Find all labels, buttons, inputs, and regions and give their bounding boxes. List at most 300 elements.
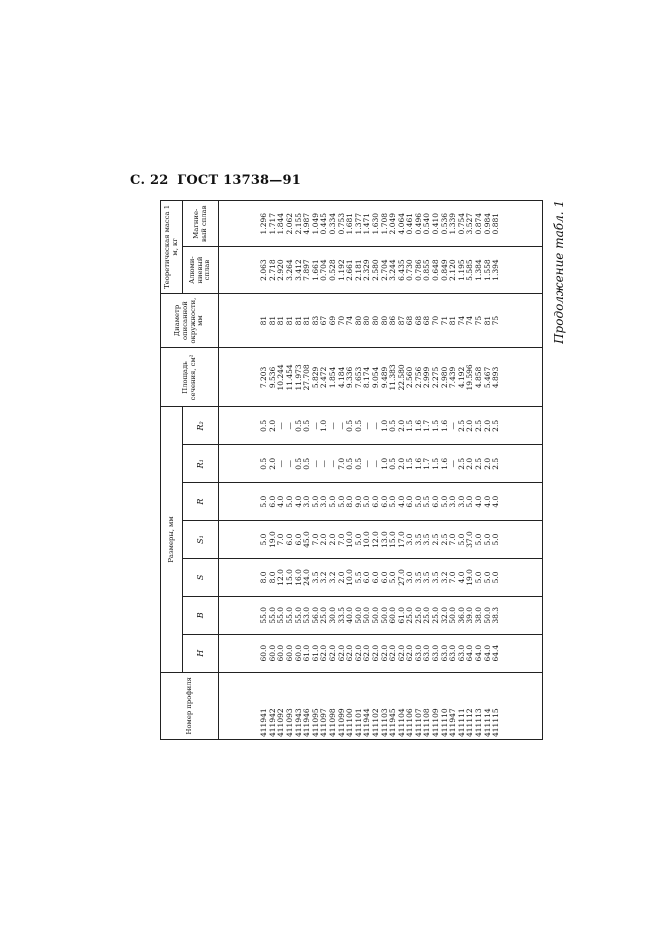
table-cell: 50.0	[362, 606, 372, 624]
table-cell: 2.049	[388, 212, 398, 235]
col-header-diameter: Диаметр описанной окружности, мм	[161, 293, 219, 348]
table-cell: 5.0	[474, 571, 484, 584]
table-cell: 5.0	[388, 571, 398, 584]
table-cell: 55.0	[284, 606, 294, 624]
table-cell: 411111	[456, 708, 466, 737]
table-cell: 2.0	[267, 419, 277, 432]
table-cell: 5.0	[474, 533, 484, 546]
table-cell: 80	[362, 315, 372, 326]
table-cell: 6.0	[405, 495, 415, 508]
table-cell: 50.0	[370, 606, 380, 624]
table-cell: 2.062	[284, 212, 294, 235]
table-cell: 411098	[327, 708, 337, 737]
table-cell: 11.383	[388, 364, 398, 391]
table-cell: 2.920	[276, 259, 286, 281]
table-cell: 15.0	[388, 531, 398, 548]
table-cell: —	[276, 460, 286, 468]
table-cell: 0.855	[422, 259, 432, 281]
table-cell: 6.0	[293, 533, 303, 546]
table-cell: 80	[379, 315, 389, 326]
table-cell: 0.5	[388, 457, 398, 470]
table-cell: 0.786	[413, 259, 423, 281]
col-header-r2: R₂	[183, 407, 219, 445]
table-cell: 8.0	[267, 571, 277, 584]
table-cell: 17.0	[396, 531, 406, 548]
table-cell: 63.0	[448, 644, 458, 662]
table-cell: 411942	[267, 708, 277, 737]
table-cell: 16.0	[293, 569, 303, 586]
table-cell: 4.0	[456, 571, 466, 584]
table-cell: 56.0	[310, 606, 320, 624]
table-cell: 6.435	[396, 259, 406, 281]
table-cell: 24.0	[302, 569, 312, 586]
table-cell: 2.181	[353, 259, 363, 281]
table-cell: 74	[456, 315, 466, 326]
table-cell: 0.445	[319, 212, 329, 235]
table-cell: 25.0	[422, 606, 432, 624]
table-cell: 3.412	[293, 259, 303, 281]
table-cell: 7.0	[336, 533, 346, 546]
table-cell: 411092	[276, 708, 286, 737]
table-cell: 5.0	[456, 533, 466, 546]
table-cell: 411104	[396, 708, 406, 737]
table-cell: 50.0	[482, 606, 492, 624]
table-cell: 10.0	[362, 531, 372, 548]
table-cell: 4.0	[482, 495, 492, 508]
table-cell: 3.0	[405, 533, 415, 546]
table-cell: 6.0	[370, 571, 380, 584]
table-cell: 2.704	[379, 259, 389, 281]
table-cell: 8.174	[362, 366, 372, 389]
table-cell: 38.0	[474, 606, 484, 624]
table-cell: 62.0	[353, 644, 363, 662]
table-cell: 1.471	[362, 212, 372, 235]
table-cell: 2.0	[465, 457, 475, 470]
table-cell: 5.0	[413, 495, 423, 508]
table-cell: 30.0	[327, 606, 337, 624]
table-cell: —	[448, 422, 458, 430]
table-cell: 55.0	[267, 606, 277, 624]
table-cell: 67	[319, 315, 329, 326]
table-cell: 1.394	[491, 259, 501, 281]
table-cell: 1.195	[456, 259, 466, 281]
table-cell: 8.0	[345, 495, 355, 508]
table-cell: 61.0	[396, 606, 406, 624]
table-cell: 1.0	[379, 457, 389, 470]
col-header-h: H	[183, 634, 219, 672]
table-cell: 7.0	[448, 571, 458, 584]
table-cell: 0.528	[327, 259, 337, 281]
table-cell: 1.192	[336, 259, 346, 281]
table-cell: 62.0	[379, 644, 389, 662]
table-cell: 62.0	[405, 644, 415, 662]
table-cell: 0.730	[405, 259, 415, 281]
table-cell: 60.0	[267, 644, 277, 662]
table-cell: 12.0	[370, 531, 380, 548]
table-cell: 411110	[439, 708, 449, 737]
table-cell: 411102	[370, 708, 380, 737]
table-cell: 3.2	[439, 571, 449, 584]
table-cell: 0.704	[319, 259, 329, 281]
table-cell: 2.5	[491, 457, 501, 470]
table-cell: 411101	[353, 708, 363, 737]
table-cell: 0.5	[293, 419, 303, 432]
table-cell: 5.0	[284, 495, 294, 508]
table-cell: 6.0	[267, 495, 277, 508]
table-cell: —	[319, 460, 329, 468]
table-cell: 5.0	[465, 495, 475, 508]
continuation-label: Продолжение табл. 1	[552, 200, 566, 344]
table-cell: 6.0	[379, 571, 389, 584]
table-cell: 411115	[491, 708, 501, 737]
table-cell: 0.5	[302, 457, 312, 470]
table-cell: 3.0	[319, 495, 329, 508]
table-cell: 0.5	[259, 457, 269, 470]
table-cell: 2.0	[482, 419, 492, 432]
table-cell: 60.0	[284, 644, 294, 662]
table-cell: 1.0	[319, 419, 329, 432]
table-cell: 25.0	[319, 606, 329, 624]
table-cell: 2.0	[327, 533, 337, 546]
table-cell: 6.0	[431, 495, 441, 508]
table-cell: 5.0	[388, 495, 398, 508]
table-cell: 0.5	[345, 457, 355, 470]
table-cell: 2.063	[259, 259, 269, 281]
table-cell: 4.858	[474, 366, 484, 389]
table-cell: 40.0	[345, 606, 355, 624]
table-cell: 2.756	[413, 366, 423, 389]
table-cell: 1.049	[310, 212, 320, 235]
table-cell: 10.0	[345, 531, 355, 548]
table-cell: 3.5	[413, 571, 423, 584]
table-cell: 11.454	[284, 364, 294, 391]
table-cell: 2.5	[456, 457, 466, 470]
table-cell: 2.0	[267, 457, 277, 470]
table-cell: 2.275	[431, 366, 441, 389]
table-cell: 15.0	[284, 569, 294, 586]
table-cell: 0.5	[293, 457, 303, 470]
table-cell: 3.0	[456, 495, 466, 508]
table-cell: 19.596	[465, 364, 475, 391]
table-cell: 33.5	[336, 606, 346, 624]
table-cell: 3.5	[422, 533, 432, 546]
table-cell: 3.0	[448, 495, 458, 508]
table-cell: 1.0	[379, 419, 389, 432]
table-cell: —	[327, 460, 337, 468]
table-cell: 10.0	[345, 569, 355, 586]
table-cell: 4.192	[456, 366, 466, 389]
table-cell: 5.0	[482, 571, 492, 584]
table-cell: 0.5	[345, 419, 355, 432]
table-cell: 1.6	[439, 457, 449, 470]
table-cell: 0.881	[491, 212, 501, 235]
table-cell: 19.0	[465, 569, 475, 586]
table-cell: 411109	[431, 708, 441, 737]
table-cell: —	[276, 422, 286, 430]
table-cell: —	[370, 422, 380, 430]
table-cell: 1.384	[474, 259, 484, 281]
table-cell: 7.0	[448, 533, 458, 546]
table-cell: 60.0	[276, 644, 286, 662]
table-cell: —	[284, 422, 294, 430]
table-cell: 81	[482, 315, 492, 326]
table-cell: 1.708	[379, 212, 389, 235]
table-cell: 1.296	[259, 212, 269, 235]
table-cell: 411945	[388, 708, 398, 737]
table-cell: 2.5	[474, 419, 484, 432]
table-cell: 0.648	[431, 259, 441, 281]
col-header-b: B	[183, 596, 219, 634]
table-cell: 27.0	[396, 569, 406, 586]
table-cell: 0.5	[302, 419, 312, 432]
table-cell: 71	[439, 315, 449, 326]
table-cell: 80	[353, 315, 363, 326]
table-cell: 68	[422, 315, 432, 326]
column-r	[219, 483, 543, 521]
col-header-area: Площадь сечения, см²	[161, 348, 219, 407]
table-cell: 2.560	[405, 366, 415, 389]
table-cell: 5.0	[491, 571, 501, 584]
col-header-profile-no: Номер профиля	[161, 672, 219, 739]
table-cell: 2.120	[448, 259, 458, 281]
col-header-mass-al: Алюми-ниевый сплав	[183, 247, 219, 293]
table-cell: 5.5	[422, 495, 432, 508]
column-mass-mg	[219, 201, 543, 247]
table-cell: 3.5	[422, 571, 432, 584]
table-cell: 1.854	[327, 366, 337, 389]
table-cell: 411112	[465, 708, 475, 737]
table-cell: 4.0	[276, 495, 286, 508]
table-cell: 0.5	[353, 419, 363, 432]
col-header-dimensions: Размеры, мм	[161, 407, 183, 672]
table-cell: 3.2	[319, 571, 329, 584]
table-cell: 6.0	[362, 571, 372, 584]
table-cell: 5.0	[259, 533, 269, 546]
table-cell: 7.203	[259, 366, 269, 389]
col-header-s: S	[183, 558, 219, 596]
table-cell: 2.5	[456, 419, 466, 432]
table-cell: 62.0	[327, 644, 337, 662]
table-cell: 6.0	[284, 533, 294, 546]
standard-id: ГОСТ 13738—91	[177, 173, 301, 188]
table-cell: 19.0	[267, 531, 277, 548]
table-cell: 0.849	[439, 259, 449, 281]
table-cell: 75	[491, 315, 501, 326]
column-diameter	[219, 293, 543, 348]
table-cell: 3.5	[413, 533, 423, 546]
table-cell: 7.0	[310, 533, 320, 546]
table-cell: 62.0	[388, 644, 398, 662]
table-cell: 4.064	[396, 212, 406, 235]
table-cell: 50.0	[353, 606, 363, 624]
table-cell: 0.874	[474, 212, 484, 235]
table-cell: 5.0	[439, 495, 449, 508]
table-cell: 1.558	[482, 259, 492, 281]
table-cell: 7.0	[276, 533, 286, 546]
table-cell: 1.6	[439, 419, 449, 432]
table-cell: 9.0	[353, 495, 363, 508]
table-cell: 1.681	[345, 212, 355, 235]
table-cell: 55.0	[293, 606, 303, 624]
table-cell: 1.6	[413, 419, 423, 432]
table-cell: 22.580	[396, 364, 406, 391]
column-h	[219, 634, 543, 672]
column-area	[219, 348, 543, 407]
table-cell: 2.329	[362, 259, 372, 281]
table-cell: 60.0	[293, 644, 303, 662]
table-cell: —	[448, 460, 458, 468]
table-cell: 25.0	[413, 606, 423, 624]
column-r2	[219, 407, 543, 445]
table-cell: 7.439	[448, 366, 458, 389]
table-cell: 1.5	[431, 457, 441, 470]
table-cell: 64.0	[465, 644, 475, 662]
table-cell: 2.980	[439, 366, 449, 389]
table-cell: 411946	[302, 708, 312, 737]
table-cell: 3.2	[327, 571, 337, 584]
table-cell: 2.0	[482, 457, 492, 470]
table-cell: 9.536	[267, 366, 277, 389]
table-cell: 411093	[284, 708, 294, 737]
table-cell: 411103	[379, 708, 389, 737]
table-cell: 0.5	[259, 419, 269, 432]
table-cell: 39.0	[465, 606, 475, 624]
table-cell: 1.7	[422, 457, 432, 470]
table-cell: 411106	[405, 708, 415, 737]
table-cell: 0.536	[439, 212, 449, 235]
table-cell: 60.0	[259, 644, 269, 662]
table-cell: 1.5	[405, 419, 415, 432]
table-cell: 411114	[482, 708, 492, 737]
table-cell: 7.0	[336, 457, 346, 470]
table-cell: 25.0	[405, 606, 415, 624]
table-cell: 70	[336, 315, 346, 326]
table-cell: 81	[284, 315, 294, 326]
table-cell: 68	[405, 315, 415, 326]
column-s1	[219, 521, 543, 559]
table-cell: 2.0	[319, 533, 329, 546]
table-cell: 75	[474, 315, 484, 326]
table-cell: 1.5	[431, 419, 441, 432]
table-cell: —	[310, 460, 320, 468]
column-profile-no	[219, 672, 543, 739]
table-cell: 45.0	[302, 531, 312, 548]
table-cell: 81	[276, 315, 286, 326]
table-cell: 2.661	[345, 259, 355, 281]
table-cell: 0.461	[405, 212, 415, 235]
table-cell: 9.489	[379, 366, 389, 389]
table-cell: 1.7	[422, 419, 432, 432]
table-cell: 4.184	[336, 366, 346, 389]
table-cell: 2.5	[474, 457, 484, 470]
table-cell: 55.0	[259, 606, 269, 624]
table-cell: 62.0	[319, 644, 329, 662]
table-cell: 7.653	[353, 366, 363, 389]
table-cell: 2.472	[319, 366, 329, 389]
table-cell: 83	[310, 315, 320, 326]
table-cell: 5.585	[465, 259, 475, 281]
table-cell: —	[310, 422, 320, 430]
table-cell: 13.0	[379, 531, 389, 548]
table-cell: 0.540	[422, 212, 432, 235]
table-cell: 25.0	[431, 606, 441, 624]
table-cell: 1.630	[370, 212, 380, 235]
table-cell: 64.4	[491, 644, 501, 662]
col-header-mass: Теоретическая масса 1 м, кг	[161, 201, 183, 294]
table-cell: 5.0	[362, 495, 372, 508]
table-cell: 68	[413, 315, 423, 326]
table-cell: 1.6	[413, 457, 423, 470]
table-cell: 5.0	[259, 495, 269, 508]
table-cell: 0.410	[431, 212, 441, 235]
table-cell: 2.5	[431, 533, 441, 546]
table-cell: 63.0	[431, 644, 441, 662]
table-cell: 411095	[310, 708, 320, 737]
table-cell: 62.0	[336, 644, 346, 662]
col-header-r: R	[183, 483, 219, 521]
col-header-r1: R₁	[183, 445, 219, 483]
table-cell: 1.5	[405, 457, 415, 470]
table-cell: 2.155	[293, 212, 303, 235]
table-cell: 5.0	[482, 533, 492, 546]
table-cell: —	[370, 460, 380, 468]
table-cell: 411113	[474, 708, 484, 737]
table-cell: 61.0	[310, 644, 320, 662]
table-cell: 8.0	[259, 571, 269, 584]
table-cell: 81	[448, 315, 458, 326]
table-cell: 411108	[422, 708, 432, 737]
table-cell: 62.0	[362, 644, 372, 662]
table-cell: 3.5	[310, 571, 320, 584]
table-cell: 63.0	[439, 644, 449, 662]
table-cell: 3.0	[405, 571, 415, 584]
table-cell: 2.5	[439, 533, 449, 546]
table-cell: 64.0	[474, 644, 484, 662]
table-cell: 2.0	[396, 457, 406, 470]
table-cell: 74	[345, 315, 355, 326]
rotated-table-block	[160, 200, 566, 740]
table-cell: 2.580	[370, 259, 380, 281]
page-number: С. 22	[130, 173, 169, 188]
table-cell: 411097	[319, 708, 329, 737]
table-cell: 411100	[345, 708, 355, 737]
table-cell: 27.708	[302, 364, 312, 391]
table-cell: 3.5	[431, 571, 441, 584]
table-cell: 81	[302, 315, 312, 326]
table-cell: 411099	[336, 708, 346, 737]
table-cell: 0.496	[413, 212, 423, 235]
table-cell: 4.0	[396, 495, 406, 508]
page-header	[130, 173, 301, 188]
column-s	[219, 558, 543, 596]
table-cell: 5.0	[336, 495, 346, 508]
table-cell: 10.244	[276, 364, 286, 391]
table-cell: 36.0	[456, 606, 466, 624]
col-header-s1: S₁	[183, 521, 219, 559]
table-cell: 69	[327, 315, 337, 326]
table-cell: 5.829	[310, 366, 320, 389]
table-cell: 2.718	[267, 259, 277, 281]
table-cell: 5.0	[491, 533, 501, 546]
table-cell: 1.377	[353, 212, 363, 235]
table-cell: 37.0	[465, 531, 475, 548]
table-cell: 411941	[259, 708, 269, 737]
table-cell: 3.244	[388, 259, 398, 281]
table-cell: 50.0	[379, 606, 389, 624]
table-cell: 4.0	[293, 495, 303, 508]
table-cell: 0.5	[388, 419, 398, 432]
table-cell: 87	[396, 315, 406, 326]
